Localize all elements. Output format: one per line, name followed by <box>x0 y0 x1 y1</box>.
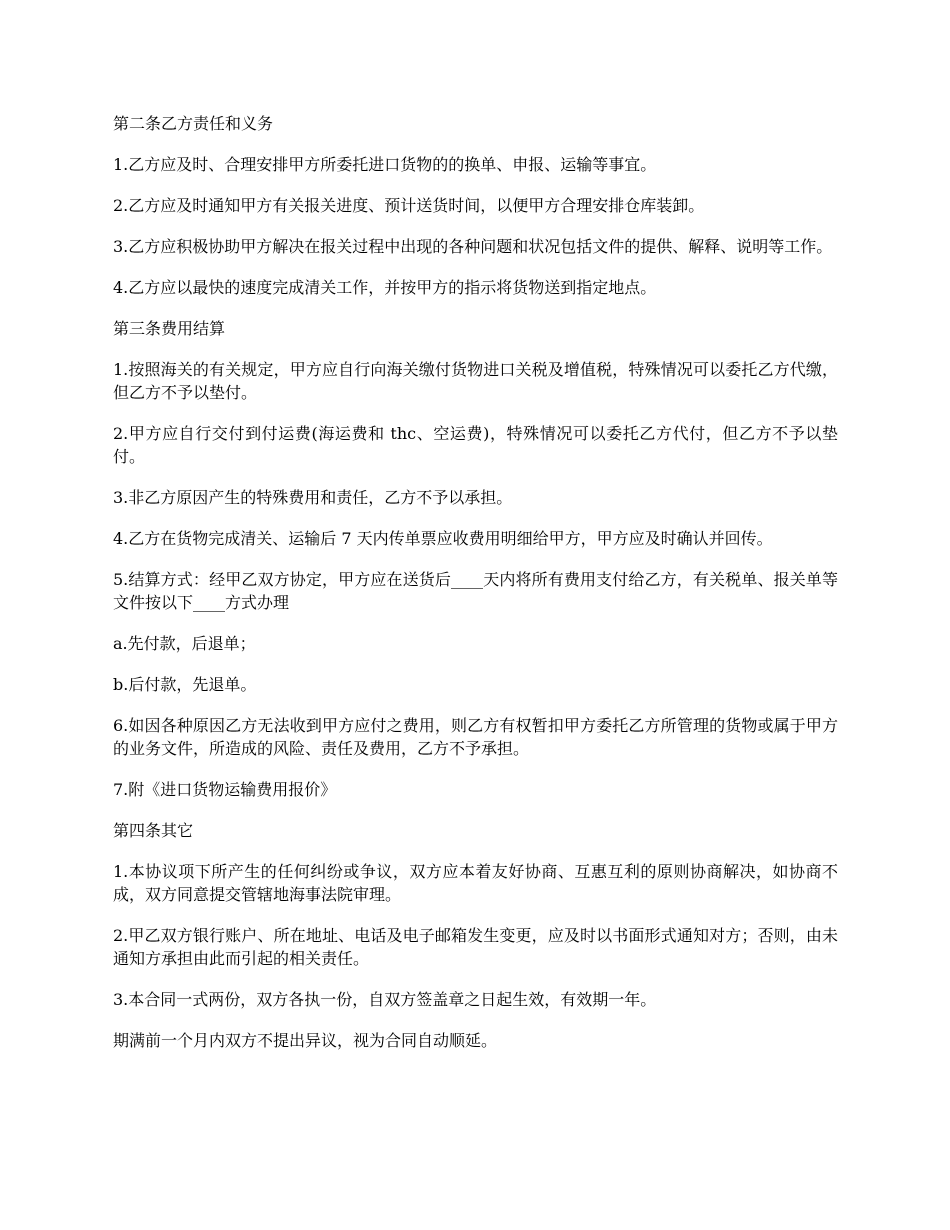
clause-2-2: 2.乙方应及时通知甲方有关报关进度、预计送货时间，以便甲方合理安排仓库装卸。 <box>113 196 705 215</box>
clause-3-4: 4.乙方在货物完成清关、运输后 7 天内传单票应收费用明细给甲方，甲方应及时确认并回传。 <box>113 529 773 548</box>
clause-3-5-option-a: a.先付款，后退单； <box>113 634 256 653</box>
clause-3-3: 3.非乙方原因产生的特殊费用和责任，乙方不予以承担。 <box>113 488 513 507</box>
clause-2-3: 3.乙方应积极协助甲方解决在报关过程中出现的各种问题和状况包括文件的提供、解释、说明等工作。 <box>113 237 833 256</box>
clause-4-2: 2.甲乙双方银行账户、所在地址、电话及电子邮箱发生变更，应及时以书面形式通知对方；否则，由未通知方承担由此而引起的相关责任。 <box>113 926 838 968</box>
clause-4-3: 3.本合同一式两份，双方各执一份，自双方签盖章之日起生效，有效期一年。 <box>113 990 657 1009</box>
section-heading-3: 第三条费用结算 <box>113 319 226 338</box>
clause-2-1: 1.乙方应及时、合理安排甲方所委托进口货物的的换单、申报、运输等事宜。 <box>113 155 657 174</box>
clause-3-1: 1.按照海关的有关规定，甲方应自行向海关缴付货物进口关税及增值税，特殊情况可以委托乙方代缴，但乙方不予以垫付。 <box>113 360 838 402</box>
clause-4-1: 1.本协议项下所产生的任何纠纷或争议，双方应本着友好协商、互惠互利的原则协商解决，如协商不成，双方同意提交管辖地海事法院审理。 <box>113 862 838 904</box>
section-heading-4: 第四条其它 <box>113 821 194 840</box>
document-body <box>113 112 838 1070</box>
clause-3-2: 2.甲方应自行交付到付运费(海运费和 thc、空运费)，特殊情况可以委托乙方代付，但乙方不予以垫付。 <box>113 424 838 466</box>
clause-3-5-option-b: b.后付款，先退单。 <box>113 675 257 694</box>
clause-3-7: 7.附《进口货物运输费用报价》 <box>113 780 337 799</box>
clause-3-5: 5.结算方式：经甲乙双方协定，甲方应在送货后____天内将所有费用支付给乙方，有关税单、报关单等文件按以下____方式办理 <box>113 570 838 612</box>
clause-2-4: 4.乙方应以最快的速度完成清关工作，并按甲方的指示将货物送到指定地点。 <box>113 278 657 297</box>
clause-3-6: 6.如因各种原因乙方无法收到甲方应付之费用，则乙方有权暂扣甲方委托乙方所管理的货物或属于甲方的业务文件，所造成的风险、责任及费用，乙方不予承担。 <box>113 716 838 758</box>
section-heading-2: 第二条乙方责任和义务 <box>113 114 274 133</box>
closing-note: 期满前一个月内双方不提出异议，视为合同自动顺延。 <box>113 1031 498 1050</box>
